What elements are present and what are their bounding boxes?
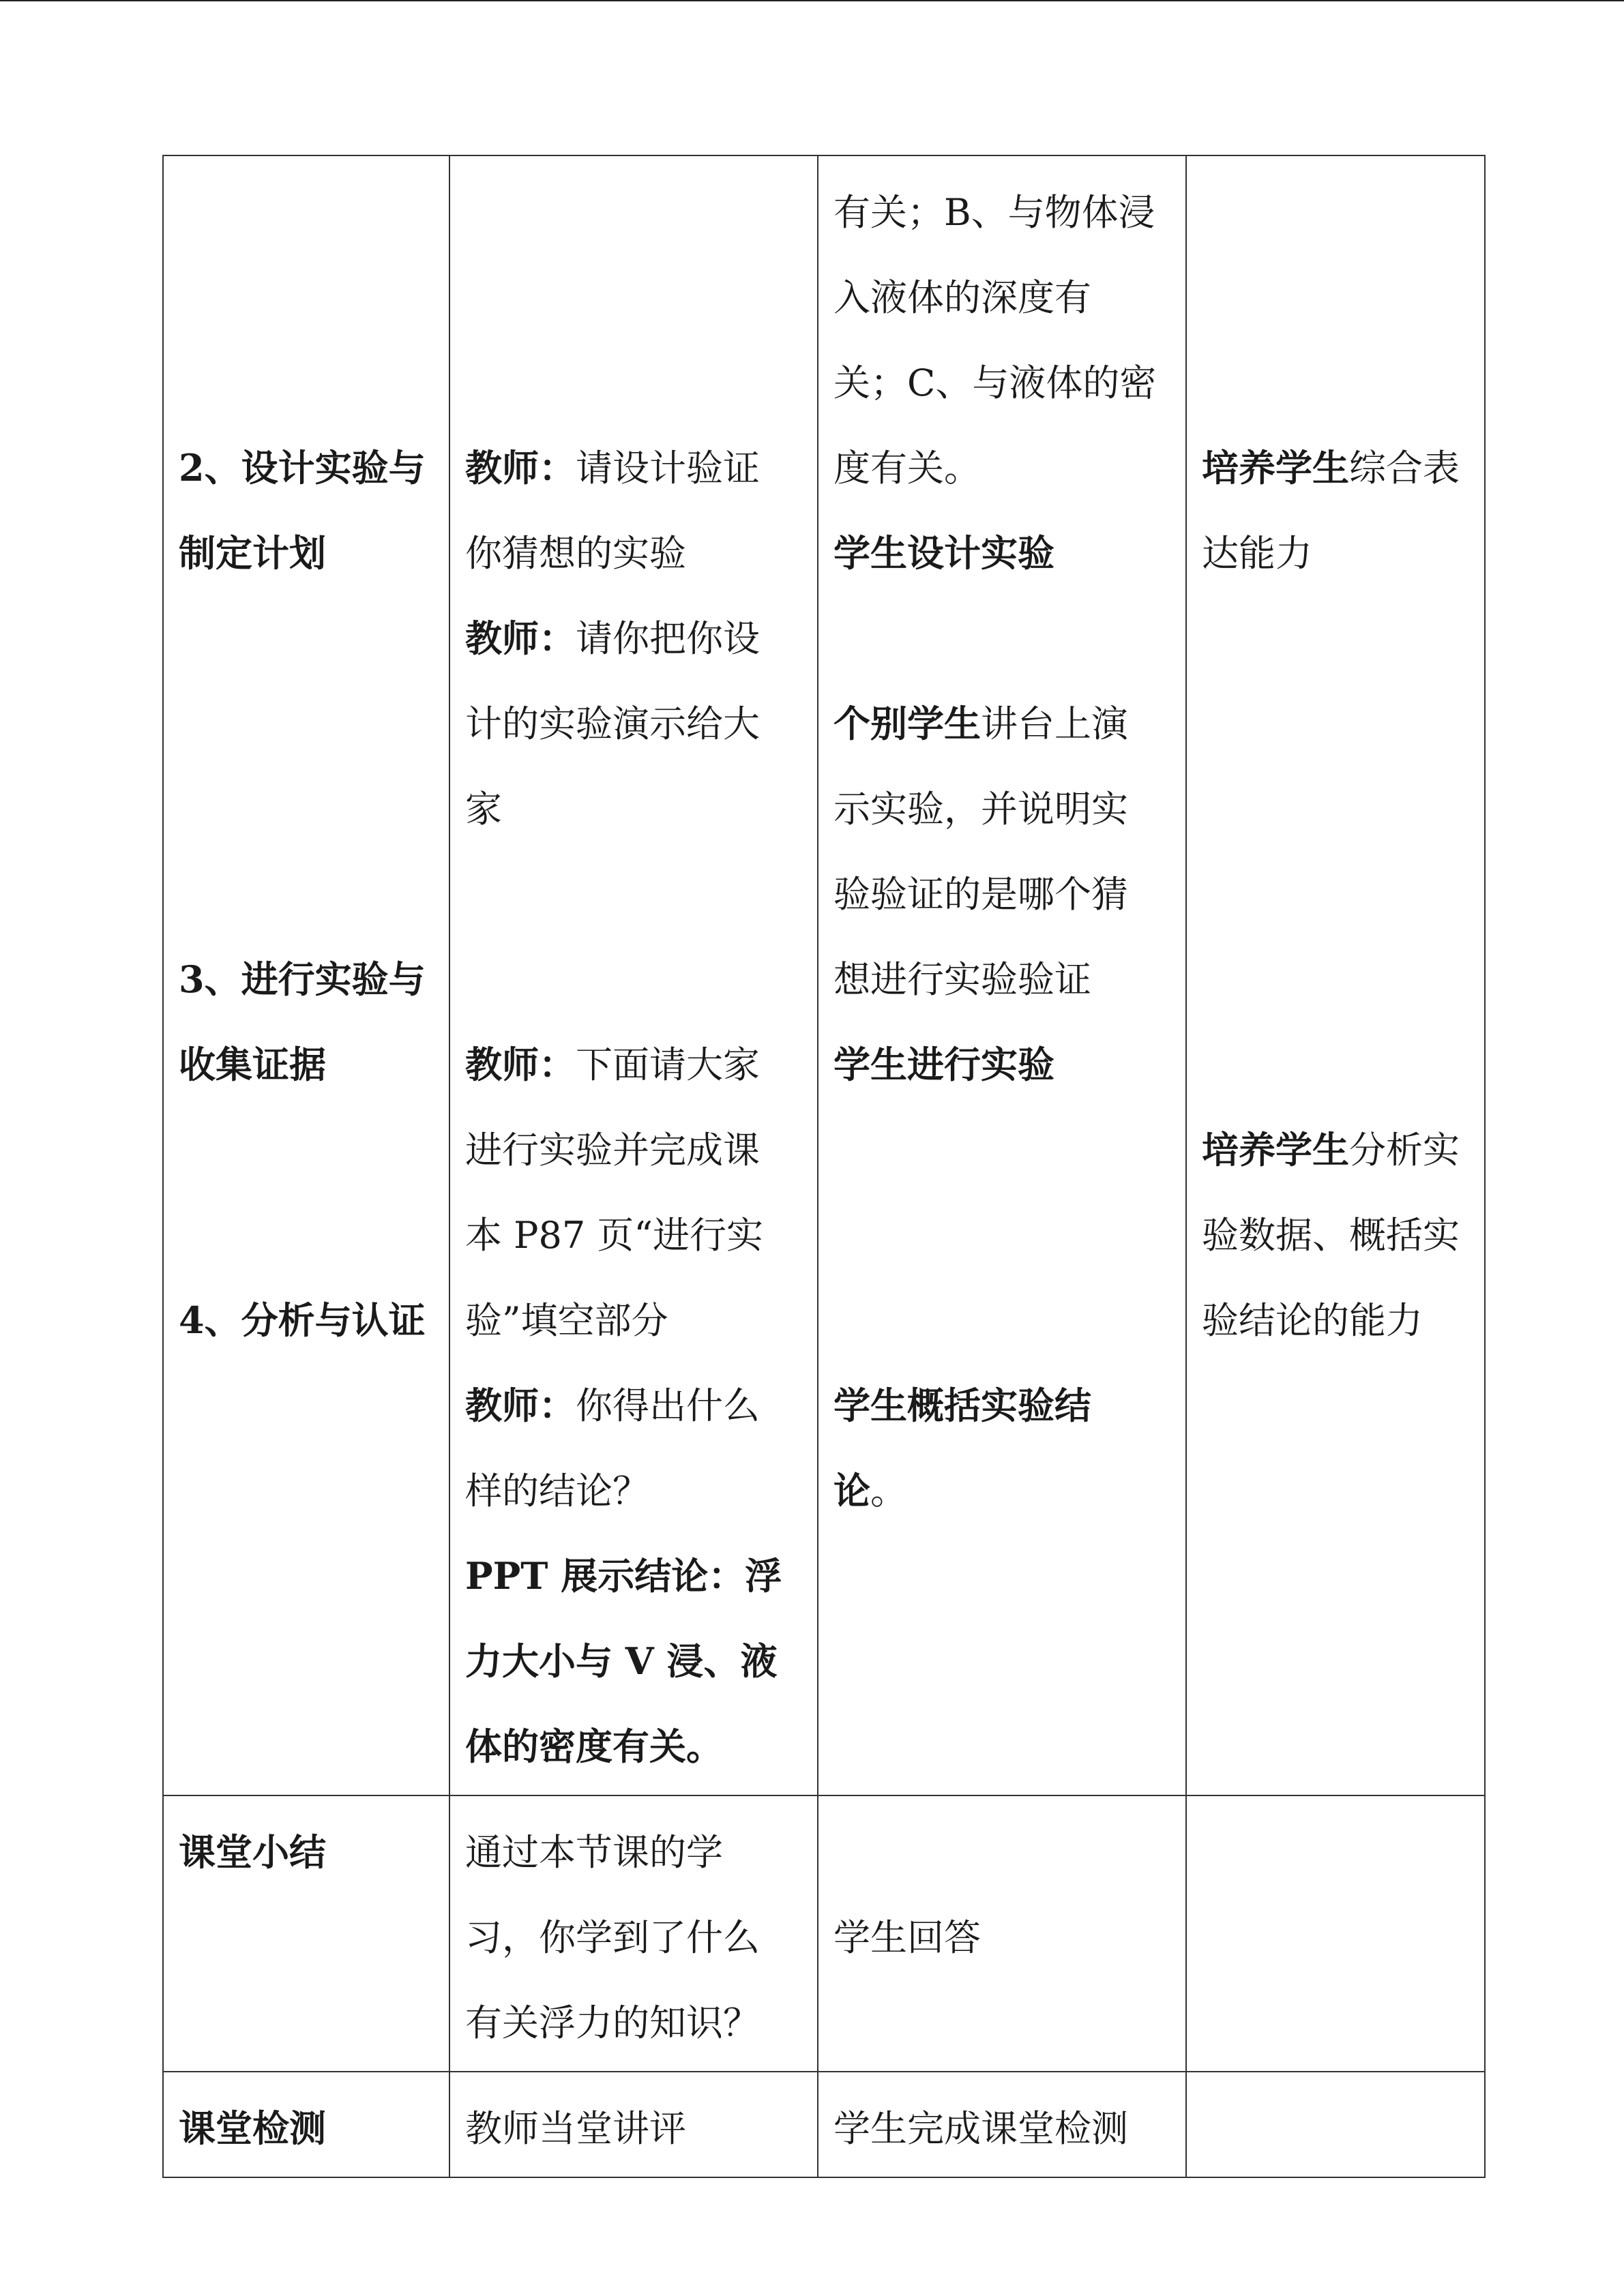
- stage-2-title-cont: 制定计划: [179, 531, 326, 575]
- intent-label: 培养学生: [1202, 446, 1349, 490]
- check-student-text: 学生完成课堂检测: [833, 2107, 1128, 2150]
- student-demo-text: 讲台上演: [981, 702, 1128, 745]
- student-demo-label: 个别学生: [833, 702, 981, 745]
- student-guess-text: 关；C、与液体的密: [833, 361, 1157, 404]
- check-student-cell: [818, 2072, 1186, 2177]
- check-intent-cell: [1186, 2072, 1485, 2177]
- ppt-conclusion: 体的密度有关。: [465, 1725, 723, 1768]
- teacher-question-text: 计的实验演示给大: [465, 702, 760, 745]
- process-cell: [163, 155, 449, 1795]
- intent-text: 综合表: [1349, 447, 1460, 490]
- ppt-conclusion: 力大小与 V 浸、液: [465, 1639, 778, 1683]
- check-label: 课堂检测: [179, 2106, 326, 2150]
- stage-4-title: 4、分析与认证: [179, 1298, 426, 1342]
- teacher-question-text: 验”填空部分: [465, 1299, 668, 1342]
- teacher-question-text: 你得出什么: [576, 1384, 760, 1427]
- student-guess-text: 入液体的深度有: [833, 276, 1091, 319]
- check-teacher-cell: [449, 2072, 818, 2177]
- stage-3-title: 3、进行实验与: [179, 957, 426, 1001]
- student-design-label: 学生设计实验: [833, 531, 1054, 575]
- student-experiment-label: 学生进行实验: [833, 1043, 1054, 1086]
- student-guess-text: 有关；B、与物体浸: [833, 191, 1155, 234]
- teacher-question-text: 你猜想的实验: [465, 532, 686, 575]
- teacher-question-text: 下面请大家: [576, 1043, 760, 1086]
- intent-text: 达能力: [1202, 532, 1312, 575]
- design-intent-cell: [1186, 155, 1485, 1795]
- student-conclude-text: 。: [870, 1470, 907, 1512]
- summary-label: 课堂小结: [179, 1830, 326, 1874]
- table-row: [163, 155, 1485, 1795]
- lesson-plan-table: [162, 155, 1486, 2178]
- teacher-label: 教师：: [465, 1384, 576, 1427]
- teacher-question-text: 样的结论？: [465, 1470, 649, 1512]
- student-demo-text: 想进行实验验证: [833, 958, 1091, 1001]
- intent-text: 验数据、概括实: [1202, 1214, 1460, 1257]
- student-guess-text: 度有关。: [833, 447, 981, 490]
- teacher-question-text: 进行实验并完成课: [465, 1129, 760, 1172]
- student-demo-text: 示实验，并说明实: [833, 788, 1128, 831]
- teacher-question-text: 请你把你设: [576, 617, 760, 660]
- intent-label: 培养学生: [1202, 1128, 1349, 1172]
- teacher-question-text: 家: [465, 788, 502, 831]
- summary-teacher-text: 有关浮力的知识？: [465, 2001, 760, 2044]
- teacher-label: 教师：: [465, 446, 576, 490]
- summary-intent-cell: [1186, 1795, 1485, 2072]
- table-row: [163, 2072, 1485, 2177]
- student-conclude-label: 论: [833, 1469, 870, 1512]
- summary-teacher-text: 习，你学到了什么: [465, 1916, 760, 1959]
- teacher-label: 教师：: [465, 1043, 576, 1086]
- student-conclude-label: 学生概括实验结: [833, 1384, 1091, 1427]
- summary-label-cell: [163, 1795, 449, 2072]
- teacher-question-text: 请设计验证: [576, 447, 760, 490]
- check-label-cell: [163, 2072, 449, 2177]
- student-demo-text: 验验证的是哪个猜: [833, 873, 1128, 916]
- student-activity-cell: [818, 155, 1186, 1795]
- summary-student-text: 学生回答: [833, 1916, 981, 1959]
- summary-teacher-cell: [449, 1795, 818, 2072]
- teacher-activity-cell: [449, 155, 818, 1795]
- summary-student-cell: [818, 1795, 1186, 2072]
- intent-text: 验结论的能力: [1202, 1299, 1423, 1342]
- table-row: [163, 1795, 1485, 2072]
- check-teacher-text: 教师当堂讲评: [465, 2107, 686, 2150]
- teacher-label: 教师：: [465, 616, 576, 660]
- intent-text: 分析实: [1349, 1129, 1460, 1172]
- teacher-question-text: 本 P87 页“进行实: [465, 1214, 763, 1257]
- summary-teacher-text: 通过本节课的学: [465, 1831, 723, 1874]
- stage-3-title-cont: 收集证据: [179, 1043, 326, 1086]
- ppt-conclusion: PPT 展示结论：浮: [465, 1554, 782, 1598]
- stage-2-title: 2、设计实验与: [179, 446, 426, 490]
